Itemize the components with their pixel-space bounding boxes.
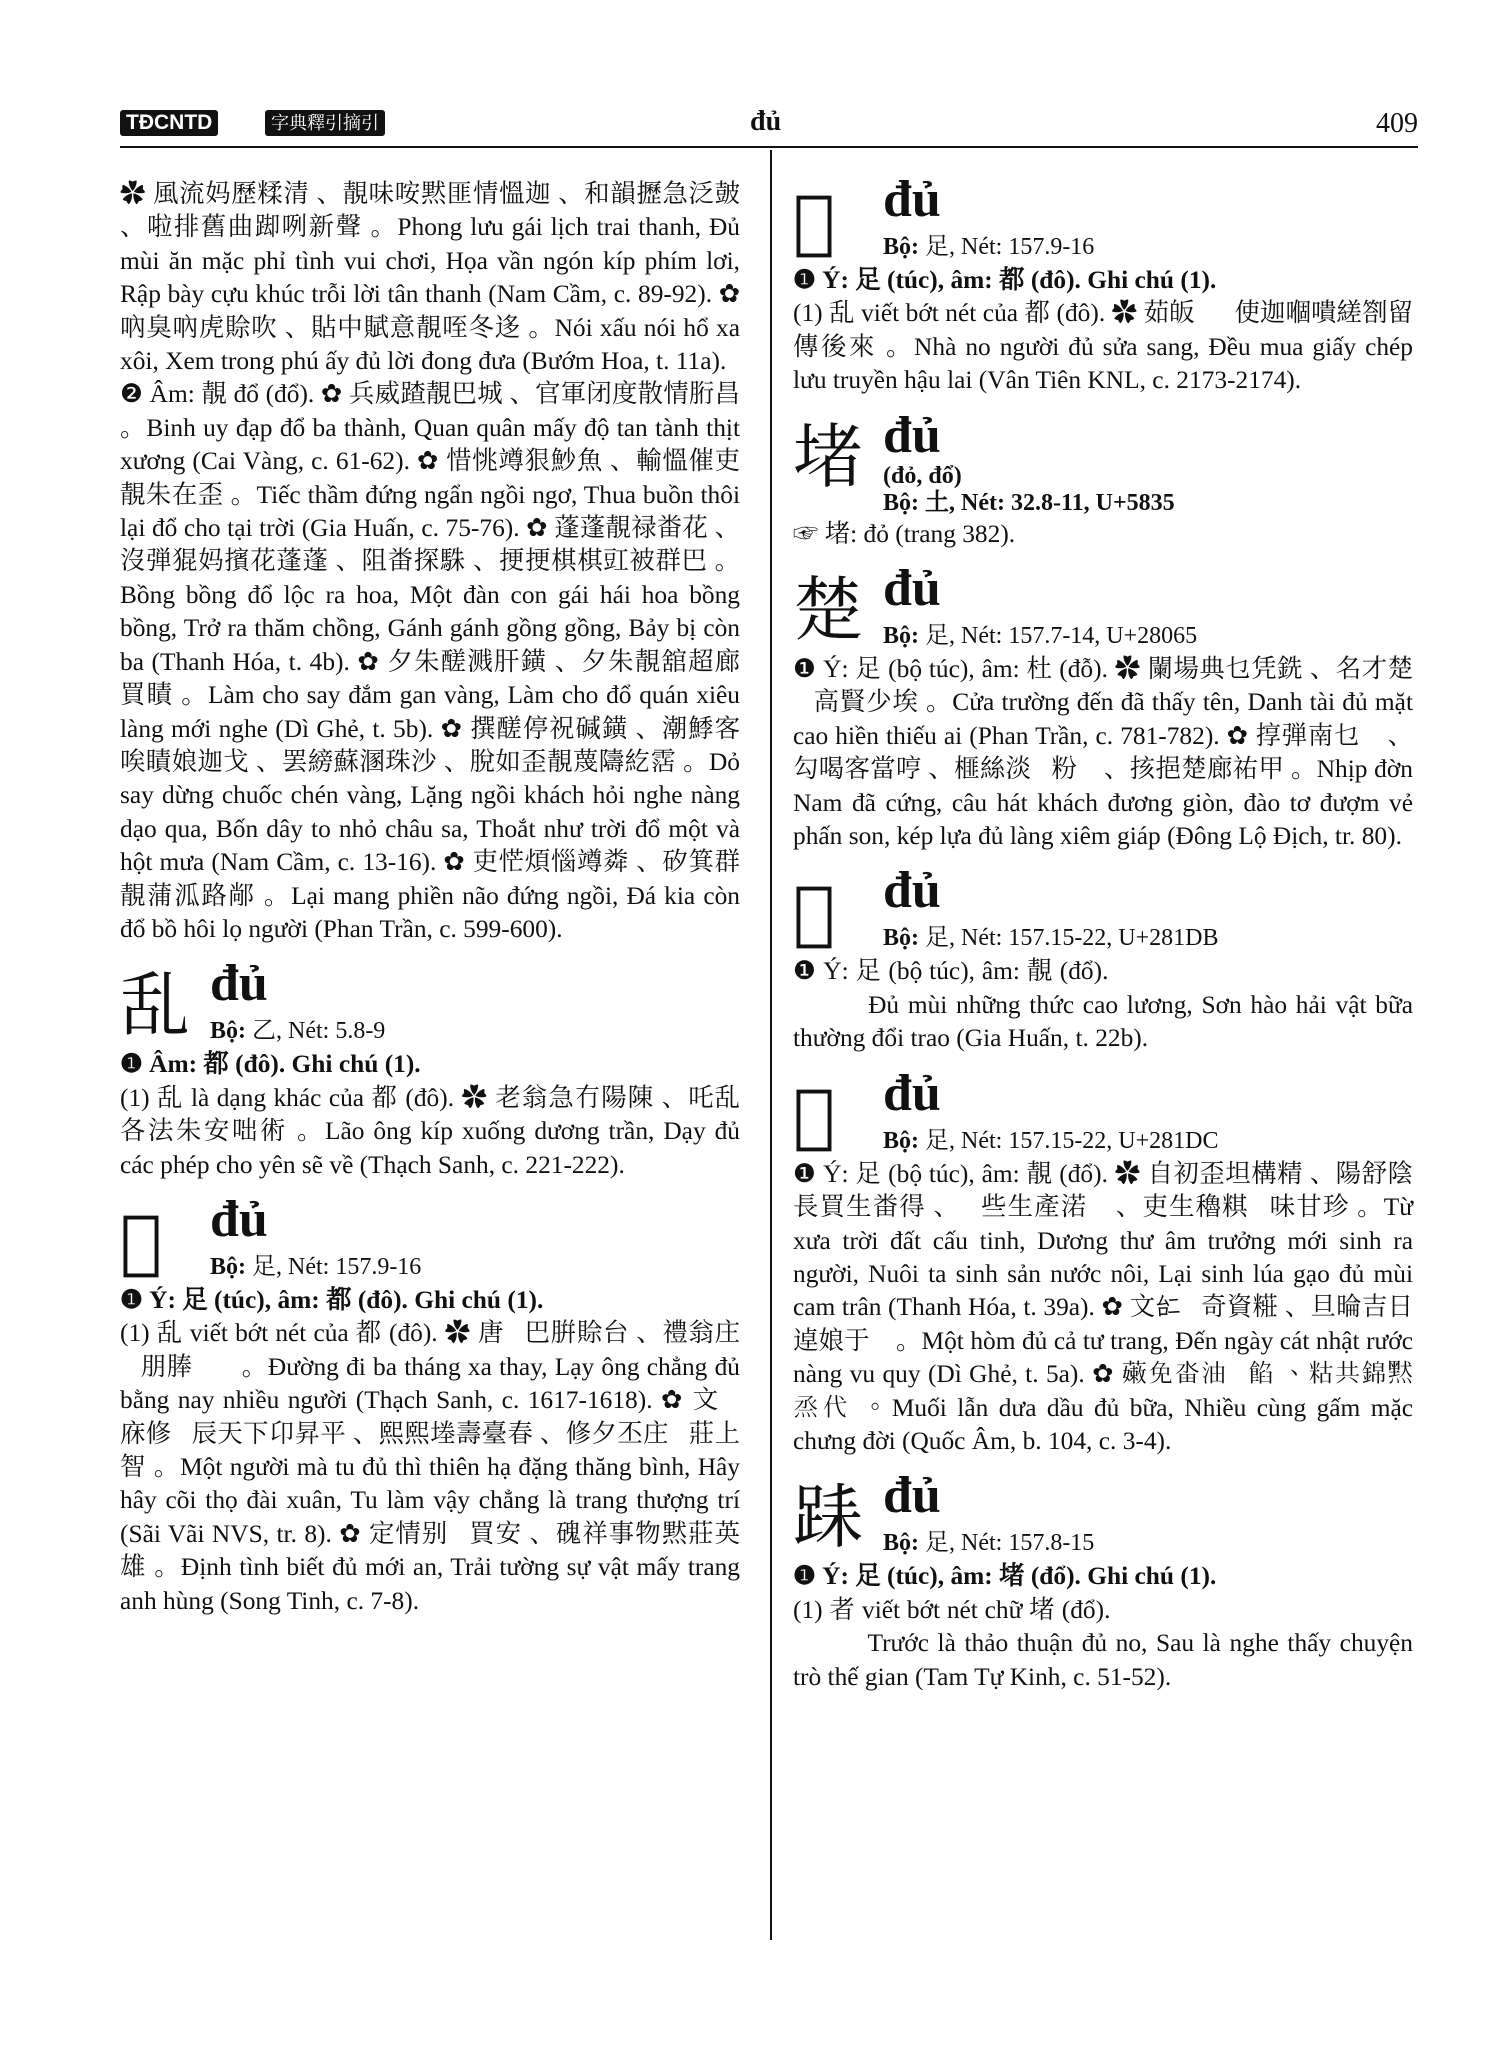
dictionary-entry [793, 406, 1413, 551]
column-divider [770, 150, 772, 1940]
nom-title-logo: 字典釋引摘引 [265, 110, 385, 136]
entry-body [120, 1048, 740, 1182]
entry-body [793, 264, 1413, 398]
entry-text: ❶ Ý: 足 (bộ túc), âm: 靚 (đổ). ✿ 𨇛味仍式膏梁 、山肴海物餡常拊捽 。Đủ mùi những thức cao lương, Sơn hào hải vật bữa thường đổi trao (Gia Huấn, t. 22b). [793, 957, 1413, 1053]
entry-reading: đủ [883, 406, 941, 464]
entry-body [793, 653, 1413, 853]
entry-text: (1) 乱 viết bớt nét của 都 (đô). ✿ 唐𠖈巴腁賒台 、禮翁庄𨀈朋䏾𢧚𠁑 。Đường đi ba tháng xa thay, Lạy ông chẳng đủ bằng nay nhiều người (Thạch Sanh, c. 1617-1618). ✿ 文𨁥庥修𨀈辰天下卬昇平 、熙熙堘壽臺春 、修夕丕庄𢁋莊上智 。Một người mà tu đủ thì thiên hạ đặng thăng bình, Hây hây cõi thọ đài xuân, Tu làm vậy chẳng là trang thượng trí (Sãi Vãi NVS, tr. 8). ✿ 定情别𨀈買安 、磈祥事物黙莊英雄 。Định tình biết đủ mới an, Trải tường sự vật mấy trang anh hùng (Song Tinh, c. 7-8). [120, 1319, 740, 1615]
entry-character: 𨀈 [120, 1199, 163, 1282]
entry-radical-strokes: Bộ: 土, Nét: 32.8-11, U+5835 [883, 489, 1175, 516]
entry-header [793, 1064, 1413, 1156]
entry-body [793, 1158, 1413, 1459]
entry-character: 𨇜 [793, 1073, 836, 1156]
entry-radical-strokes: Bộ: 足, Nét: 157.9-16 [883, 234, 1095, 260]
entry-radical-strokes: Bộ: 足, Nét: 157.9-16 [210, 1253, 422, 1280]
right-column [793, 171, 1413, 1694]
entry-radical-strokes: Bộ: 足, Nét: 157.8-15 [883, 1530, 1095, 1557]
page-header [120, 104, 1418, 148]
entry-text: (1) 乱 viết bớt nét của 都 (đô). ✿ 茹皈𨁥𢩽使迦嗰嘳縒劄留傳後來 。Nhà no người đủ sửa sang, Đều mua giấy chép lưu truyền hậu lai (Vân Tiên KNL, c. 2173-2174). [793, 299, 1413, 395]
publication-logo: TĐCNTD [120, 110, 218, 136]
entry-sense: ❶ Ý: 足 (túc), âm: 都 (đô). Ghi chú (1). [120, 1285, 544, 1314]
entry-character: 𨇛 [793, 871, 836, 954]
entry-cross-reference: ☞ 堵: đỏ (trang 382). [793, 519, 1016, 548]
entry-text: (1) 乱 là dạng khác của 都 (đô). ✿ 老翁急冇陽陳 、吒乱各法朱安咄術 。Lão ông kíp xuống dương trần, Dạy đủ các phép cho yên sẽ về (Thạch Sanh, c. 221-222). [120, 1083, 740, 1179]
entry-reading: đủ [883, 1467, 941, 1525]
entry-radical-strokes: Bộ: 足, Nét: 157.7-14, U+28065 [883, 623, 1198, 650]
entry-character: 乱 [120, 964, 190, 1047]
header-rule [120, 146, 1418, 148]
entry-character: 𨁥 [793, 180, 836, 262]
entry-header [793, 406, 1413, 516]
entry-radical-strokes: Bộ: 足, Nét: 157.15-22, U+281DB [883, 925, 1219, 952]
continuation-paragraph: ✿ 風流妈歷糅清 、靚味咹黙匪情慍迦 、和韻攊急泛皷 、啦排舊曲踋咧新聲 。Phong lưu gái lịch trai thanh, Đủ mùi ăn mặc phỉ tình vui chơi, Họa vần ngón kíp phím lơi, Rập bày cựu khúc trỗi lời tân thanh (Nam Cầm, c. 89-92). ✿ 吶臭吶虎賒吹 、貼中賦意靚咥冬迻 。Nói xấu nói hổ xa xôi, Xem trong phú ấy đủ lời đong đưa (Bướm Hoa, t. 11a). [120, 180, 740, 376]
entry-body [120, 1284, 740, 1618]
entry-reading: đủ [883, 171, 941, 228]
running-headword: đủ [750, 106, 782, 137]
dictionary-entry [120, 1190, 740, 1618]
entry-radical-strokes: Bộ: 乙, Nét: 5.8-9 [210, 1018, 386, 1045]
entry-header [793, 1467, 1413, 1559]
dictionary-entry [793, 862, 1413, 1055]
continuation-paragraph: ❷ Âm: 靚 đổ (đổ). ✿ 兵威蹅靚巴城 、官軍闭度散情胻昌 。Binh uy đạp đổ ba thành, Quan quân mấy độ tan tành thịt xương (Cai Vàng, c. 61-62). ✿ 惜恌竴狠魦魚 、輸慍催吏靚朱在歪 。Tiếc thầm đứng ngẩn ngồi ngơ, Thua buồn thôi lại đổ cho tại trời (Gia Huấn, c. 75-76). ✿ 蓬蓬靚禄畨花 、沒弾猑妈擯花蓬蓬 、阻畨探駯 、挭挭棋棋豇被群巴 。Bồng bồng đổ lộc ra hoa, Một đàn con gái hái hoa bồng bồng, Trở ra thăm chồng, Gánh gánh gồng gồng, Bảy bị còn ba (Thanh Hóa, t. 4b). ✿ 夕朱醝溅肝鐄 、夕朱靚舘超廊買瞔 。Làm cho say đắm gan vàng, Làm cho đổ quán xiêu làng mới nghe (Dì Ghẻ, t. 5b). ✿ 撰醝停祝碱鐄 、潮鯚客唉瞔娘迦戈 、罢縍蘇溷珠沙 、脫如歪靚蔑隯紇霑 。Dỏ say dừng chuốc chén vàng, Lặng ngồi khách hỏi nghe nàng dạo qua, Bốn dây to nhỏ châu sa, Thoắt như trời đổ một và hột mưa (Nam Cầm, c. 13-16). ✿ 吏恾煩惱竴粦 、矽箕群靚蒲泒路䣊 。Lại mang phiền não đứng ngồi, Đá kia còn đổ bồ hôi lọ người (Phan Trần, c. 599-600). [120, 380, 740, 943]
page-number: 409 [1376, 108, 1418, 139]
entry-radical-strokes: Bộ: 足, Nét: 157.15-22, U+281DC [883, 1127, 1219, 1154]
dictionary-entry [793, 171, 1413, 398]
entry-body [793, 955, 1413, 1055]
entry-reading: đủ [210, 955, 268, 1013]
dictionary-entry [793, 1467, 1413, 1694]
left-column [120, 178, 740, 1618]
entry-reading: đủ [883, 560, 941, 618]
dictionary-entry [120, 955, 740, 1182]
entry-header [793, 862, 1413, 954]
entry-sense: ❶ Ý: 足 (túc), âm: 堵 (đổ). Ghi chú (1). [793, 1562, 1217, 1591]
entry-reading: đủ [883, 1064, 941, 1122]
entry-header [793, 171, 1413, 262]
entry-character: 堵 [793, 415, 863, 498]
entry-header [120, 955, 740, 1047]
entry-character: 𨀤 [793, 1476, 863, 1559]
entry-body [793, 518, 1413, 551]
entry-reading: đủ [883, 862, 941, 920]
entry-text: (1) 者 viết bớt nét chữ 堵 (đổ). ✿ 𠸗𢁋討順𨀤𢫝 、娄𢁋瞔凭傳徒世間 。Trước là thảo thuận đủ no, Sau là nghe thấy chuyện trò thế gian (Tam Tự Kinh, c. 51-52). [793, 1595, 1413, 1691]
entry-character: 楚 [793, 569, 863, 652]
entry-header [793, 560, 1413, 652]
entry-sense: ❶ Âm: 都 (đô). Ghi chú (1). [120, 1050, 421, 1079]
dictionary-entry [793, 560, 1413, 853]
entry-alternate-readings: (đỏ, đổ) [883, 462, 962, 489]
dictionary-entry [793, 1064, 1413, 1459]
entry-body [793, 1560, 1413, 1694]
entry-reading: đủ [210, 1190, 268, 1248]
entry-sense: ❶ Ý: 足 (túc), âm: 都 (đô). Ghi chú (1). [793, 266, 1217, 294]
entry-header [120, 1190, 740, 1282]
entry-text: ❶ Ý: 足 (bộ túc), âm: 靚 (đổ). ✿ 自初歪坦構精 、陽舒陰長買生畨得 、𩟡些生產渃𣻆 、吏生穭粸𨇜味甘珍 。Từ xưa trời đất cấu tinh, Dương thư âm trưởng mới sinh ra người, Nuôi ta sinh sản nước nôi, Lại sinh lúa gạo đủ mùi cam trân (Thanh Hóa, t. 39a). ✿ 文𠄩𨇜奇資糚 、旦㫻吉日逴娘于𨔈 。Một hòm đủ cả tư trang, Đến ngày cát nhật rước nàng vu quy (Dì Ghẻ, t. 5a). ✿ 𧀒免畓油𨇜餡 、䊀共錦黙烝代 。Muối lẫn dưa dầu đủ bữa, Nhiều cùng gấm mặc chưng đời (Quốc Âm, b. 104, c. 3-4). [793, 1159, 1413, 1455]
entry-text: ❶ Ý: 足 (bộ túc), âm: 杜 (đỗ). ✿ 闌場典乜凭銑 、名才楚𩈘高賢少埃 。Cửa trường đến đã thấy tên, Danh tài đủ mặt cao hiền thiếu ai (Phan Trần, c. 781-782). ✿ 㨃弾南乜𡮶 、勾喝客當哼 、榧絲淡𪀄粉𥗐 、㧡挹楚廊祐甲 。Nhịp đờn Nam đã cứng, câu hát khách đương giòn, đào tơ đượm vẻ phấn son, kép lựa đủ làng xiêm giáp (Đông Lộ Địch, tr. 80). [793, 655, 1413, 851]
